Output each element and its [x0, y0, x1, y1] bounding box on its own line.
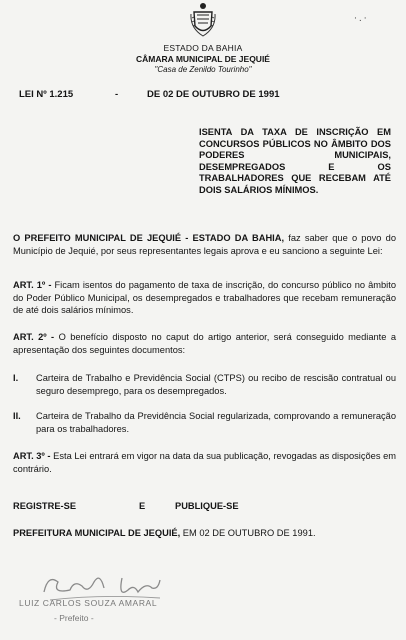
header-house: "Casa de Zenildo Tourinho"	[154, 65, 252, 74]
scan-specks: ·.·	[354, 14, 369, 24]
article-3-label: ART. 3º -	[13, 451, 51, 461]
article-2-text: O benefício disposto no caput do artigo anterior, será conseguido mediante a apresentação dos seguintes documentos:	[13, 332, 396, 355]
register-right: PUBLIQUE-SE	[175, 501, 239, 511]
signer-name: LUIZ CARLOS SOUZA AMARAL	[19, 598, 158, 608]
article-2	[13, 331, 396, 356]
law-number: LEI Nº 1.215	[19, 89, 74, 100]
list-item-text: Carteira de Trabalho e Previdência Social (CTPS) ou recibo de rescisão contratual ou seguro desemprego, para os desempregados.	[36, 373, 396, 396]
law-date: DE 02 DE OUTUBRO DE 1991	[147, 89, 280, 100]
header-chamber: CÂMARA MUNICIPAL DE JEQUIÉ	[136, 54, 270, 64]
list-item-number: II.	[13, 411, 21, 421]
signer-role: - Prefeito -	[54, 613, 94, 623]
article-3	[13, 450, 396, 475]
register-left: REGISTRE-SE	[13, 501, 77, 511]
article-2-label: ART. 2º -	[13, 332, 55, 342]
list-item-number: I.	[13, 373, 19, 383]
enactment-authority: O PREFEITO MUNICIPAL DE JEQUIÉ - ESTADO DA BAHIA,	[13, 233, 285, 243]
article-1-label: ART. 1º -	[13, 280, 52, 290]
list-item-text: Carteira de Trabalho da Previdência Social regularizada, comprovando a remuneração para os trabalhadores.	[36, 411, 396, 434]
article-3-text: Esta Lei entrará em vigor na data da sua publicação, revogadas as disposições em contrário.	[13, 451, 396, 474]
coat-of-arms-icon	[190, 2, 216, 38]
header-state: ESTADO DA BAHIA	[163, 43, 243, 53]
article-1	[13, 279, 396, 317]
law-dash: -	[115, 89, 119, 100]
closing-date: EM 02 DE OUTUBRO DE 1991.	[180, 528, 316, 538]
register-mid: E	[139, 501, 146, 511]
enactment-clause	[13, 232, 396, 257]
closing-place: PREFEITURA MUNICIPAL DE JEQUIÉ,	[13, 528, 181, 538]
article-1-text: Ficam isentos do pagamento de taxa de inscrição, do concurso público no âmbito do Poder Público Municipal, os desempregados e trabalhadores que recebam remuneração de até dois salários mínimos.	[13, 280, 396, 315]
enactment-text: faz saber que o povo do Município de Jequié, por seus representantes legais aprova e eu sanciono a seguinte Lei:	[13, 233, 396, 256]
law-summary: ISENTA DA TAXA DE INSCRIÇÃO EM CONCURSOS PÚBLICOS NO ÂMBITO DOS PODERES MUNICIPAIS, DESEMPREGADOS E OS TRABALHADORES QUE RECEBAM ATÉ DOIS SALÁRIOS MÍNIMOS.	[199, 127, 391, 195]
closing-line	[13, 528, 316, 538]
